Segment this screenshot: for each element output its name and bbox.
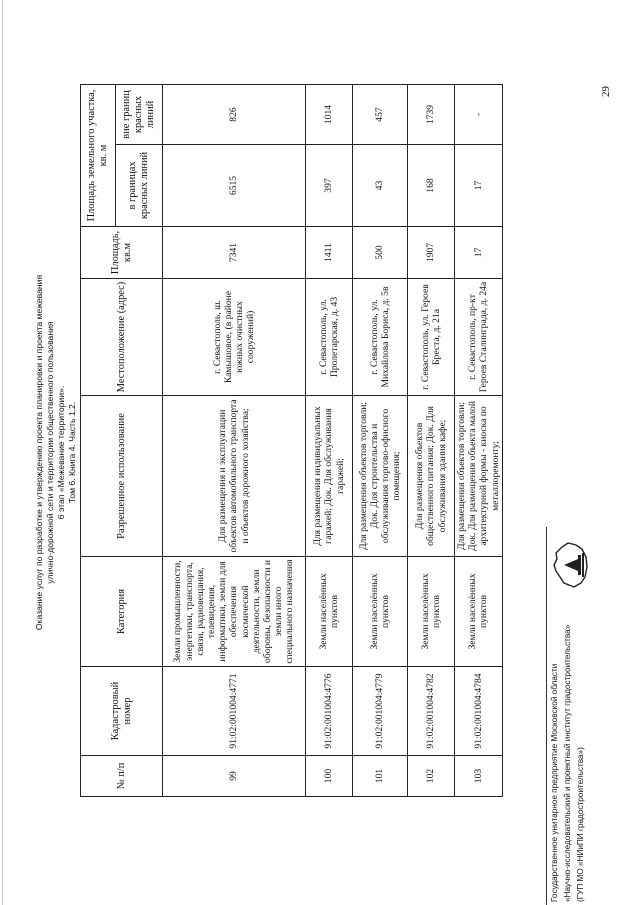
cell-cadastral: 91:02:001004:4776	[306, 667, 353, 756]
footer-line-2: «Научно-исследовательский и проектный институт градостроительства»	[563, 624, 572, 902]
footer-line-3: (ГУП МО «НИиПИ градостроительства»)	[576, 747, 585, 902]
cell-area: 500	[353, 227, 408, 279]
cell-outside: 826	[163, 85, 306, 145]
cell-location: г. Севастополь, ул. Героев Бреста, д. 21а	[408, 279, 455, 396]
footer-line-1: Государственное унитарное предприятие Московской области	[550, 663, 559, 902]
cell-inside: 397	[306, 145, 353, 227]
header-line-2: улично-дорожной сети и территории общественного пользования	[45, 321, 55, 584]
institute-emblem-icon	[550, 537, 592, 593]
header-outside: вне границ красных линий	[116, 85, 163, 145]
cell-usage: Для размещения и эксплуатации объектов автомобильного транспорта и объектов дорожного хозяйства;	[163, 396, 306, 557]
header-category: Категория	[81, 557, 163, 667]
table-row	[455, 85, 503, 797]
footer-rule	[546, 527, 547, 905]
cell-area: 17	[455, 227, 503, 279]
cell-category: Земли населённых пунктов	[408, 557, 455, 667]
header-inside: в границах красных линий	[116, 145, 163, 227]
header-plot-area: Площадь земельного участка, кв. м	[81, 85, 116, 227]
cell-cadastral: 91:02:001004:4771	[163, 667, 306, 756]
cell-inside: 17	[455, 145, 503, 227]
cell-area: 1411	[306, 227, 353, 279]
cell-category: Земли промышленности, энергетики, транспорта, связи, радиовещания, телевидения, информатики, земли для обеспечения космической деятельности, земли обороны, безопасности и земли иного специального назначения	[163, 557, 306, 667]
cell-outside: 1014	[306, 85, 353, 145]
header-line-1: Оказание услуг по разработке и утверждению проекта планировки и проекта межевания	[34, 274, 44, 631]
header-num: № п/п	[81, 756, 163, 797]
cell-inside: 168	[408, 145, 455, 227]
header-cadastral: Кадастровый номер	[81, 667, 163, 756]
cell-location: г. Севастополь, ш. Камышовое, (в районе южных очистных сооружений)	[163, 279, 306, 396]
header-area: Площадь, кв.м	[81, 227, 163, 279]
page-number: 29	[600, 86, 612, 97]
header-line-3: 6 этап «Межевание территории».	[56, 385, 66, 520]
table-row	[163, 85, 306, 797]
header-usage: Разрешенное использование	[81, 396, 163, 557]
cell-num: 101	[353, 756, 408, 797]
cell-usage: Для размещения объектов торговли; Док. Для строительства и обслуживания торгово-офисного помещения;	[353, 396, 408, 557]
cell-cadastral: 91:02:001004:4782	[408, 667, 455, 756]
cell-category: Земли населённых пунктов	[306, 557, 353, 667]
cell-outside: 1739	[408, 85, 455, 145]
cell-location: г. Севастополь, ул. Пролетарская, д. 43	[306, 279, 353, 396]
cell-num: 103	[455, 756, 503, 797]
cell-area: 1907	[408, 227, 455, 279]
cell-cadastral: 91:02:001004:4779	[353, 667, 408, 756]
cell-inside: 6515	[163, 145, 306, 227]
cell-num: 102	[408, 756, 455, 797]
header-location: Местоположение (адрес)	[81, 279, 163, 396]
cell-area: 7341	[163, 227, 306, 279]
table-row	[408, 85, 455, 797]
cell-category: Земли населённых пунктов	[455, 557, 503, 667]
cell-inside: 43	[353, 145, 408, 227]
cell-num: 100	[306, 756, 353, 797]
land-plot-table	[80, 84, 503, 797]
header-line-4: Том 6. Книга 4. Часть 1.2.	[67, 401, 77, 504]
cell-cadastral: 91:02:001004:4784	[455, 667, 503, 756]
table-row	[353, 85, 408, 797]
cell-usage: Для размещения объектов торговли; Док. Для размещения объекта малой архитектурной формы - киоска по металлоремонту;	[455, 396, 503, 557]
cell-usage: Для размещения индивидуальных гаражей; Док. Для обслуживания гаражей;	[306, 396, 353, 557]
cell-outside: 457	[353, 85, 408, 145]
cell-num: 99	[163, 756, 306, 797]
cell-usage: Для размещения объектов общественного питания; Док. Для обслуживания здания кафе;	[408, 396, 455, 557]
cell-category: Земли населённых пунктов	[353, 557, 408, 667]
table-row	[306, 85, 353, 797]
cell-outside: -	[455, 85, 503, 145]
cell-location: г. Севастополь, пр-кт Героев Сталинграда, д. 24а	[455, 279, 503, 396]
cell-location: г. Севастополь, ул. Михайлова Бориса, д. 5в	[353, 279, 408, 396]
